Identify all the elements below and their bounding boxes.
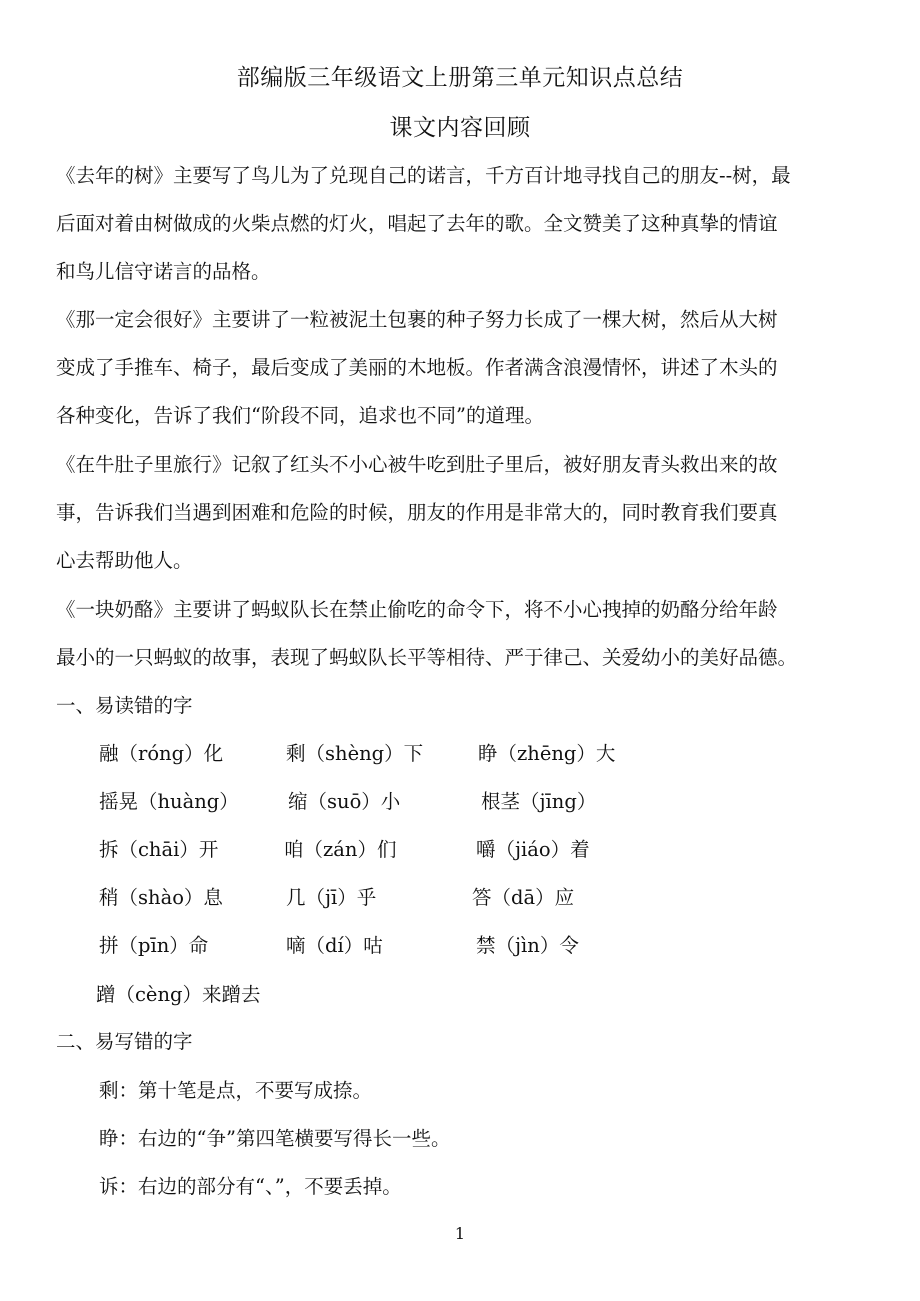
paragraph-line: 心去帮助他人。 xyxy=(56,549,193,572)
section-heading-misread-characters: 一、易读错的字 xyxy=(56,694,193,717)
document-title: 部编版三年级语文上册第三单元知识点总结 xyxy=(236,65,684,91)
paragraph-line: 《去年的树》主要写了鸟儿为了兑现自己的诺言，千方百计地寻找自己的朋友--树，最 xyxy=(56,164,791,187)
document-subtitle: 课文内容回顾 xyxy=(389,115,531,141)
pinyin-item: 根茎（jīng） xyxy=(481,790,597,813)
pinyin-item: 拼（pīn）命 xyxy=(99,934,209,957)
paragraph-line: 最小的一只蚂蚁的故事，表现了蚂蚁队长平等相待、严于律己、关爱幼小的美好品德。 xyxy=(56,646,798,669)
paragraph-line: 《那一定会很好》主要讲了一粒被泥土包裹的种子努力长成了一棵大树，然后从大树 xyxy=(56,308,778,331)
pinyin-item: 嚼（jiáo）着 xyxy=(476,838,590,861)
paragraph-line: 变成了手推车、椅子，最后变成了美丽的木地板。作者满含浪漫情怀，讲述了木头的 xyxy=(56,356,778,379)
section-heading-miswritten-characters: 二、易写错的字 xyxy=(56,1030,193,1053)
pinyin-item: 嘀（dí）咕 xyxy=(286,934,383,957)
pinyin-item: 几（jī）乎 xyxy=(286,886,377,909)
pinyin-item: 缩（suō）小 xyxy=(288,790,401,813)
paragraph-line: 《在牛肚子里旅行》记叙了红头不小心被牛吃到肚子里后，被好朋友青头救出来的故 xyxy=(56,453,778,476)
writing-note: 睁：右边的“争”第四笔横要写得长一些。 xyxy=(99,1127,451,1150)
pinyin-item: 蹭（cèng）来蹭去 xyxy=(96,983,261,1006)
page-number: 1 xyxy=(454,1224,466,1243)
pinyin-item: 摇晃（huàng） xyxy=(99,790,239,813)
paragraph-line: 和鸟儿信守诺言的品格。 xyxy=(56,260,271,283)
writing-note: 剩：第十笔是点，不要写成捺。 xyxy=(99,1079,373,1102)
pinyin-item: 睁（zhēng）大 xyxy=(478,742,616,765)
paragraph-line: 后面对着由树做成的火柴点燃的灯火，唱起了去年的歌。全文赞美了这种真挚的情谊 xyxy=(56,212,778,235)
pinyin-item: 拆（chāi）开 xyxy=(99,838,219,861)
pinyin-item: 答（dā）应 xyxy=(472,886,575,909)
writing-note: 诉：右边的部分有“、”，不要丢掉。 xyxy=(99,1175,402,1198)
paragraph-line: 《一块奶酪》主要讲了蚂蚁队长在禁止偷吃的命令下，将不小心拽掉的奶酪分给年龄 xyxy=(56,598,778,621)
pinyin-item: 禁（jìn）令 xyxy=(476,934,579,957)
pinyin-item: 稍（shào）息 xyxy=(99,886,223,909)
paragraph-line: 各种变化，告诉了我们“阶段不同，追求也不同”的道理。 xyxy=(56,404,544,427)
pinyin-item: 剩（shèng）下 xyxy=(286,742,424,765)
pinyin-item: 融（róng）化 xyxy=(99,742,224,765)
paragraph-line: 事，告诉我们当遇到困难和危险的时候，朋友的作用是非常大的，同时教育我们要真 xyxy=(56,501,778,524)
pinyin-item: 咱（zán）们 xyxy=(284,838,397,861)
